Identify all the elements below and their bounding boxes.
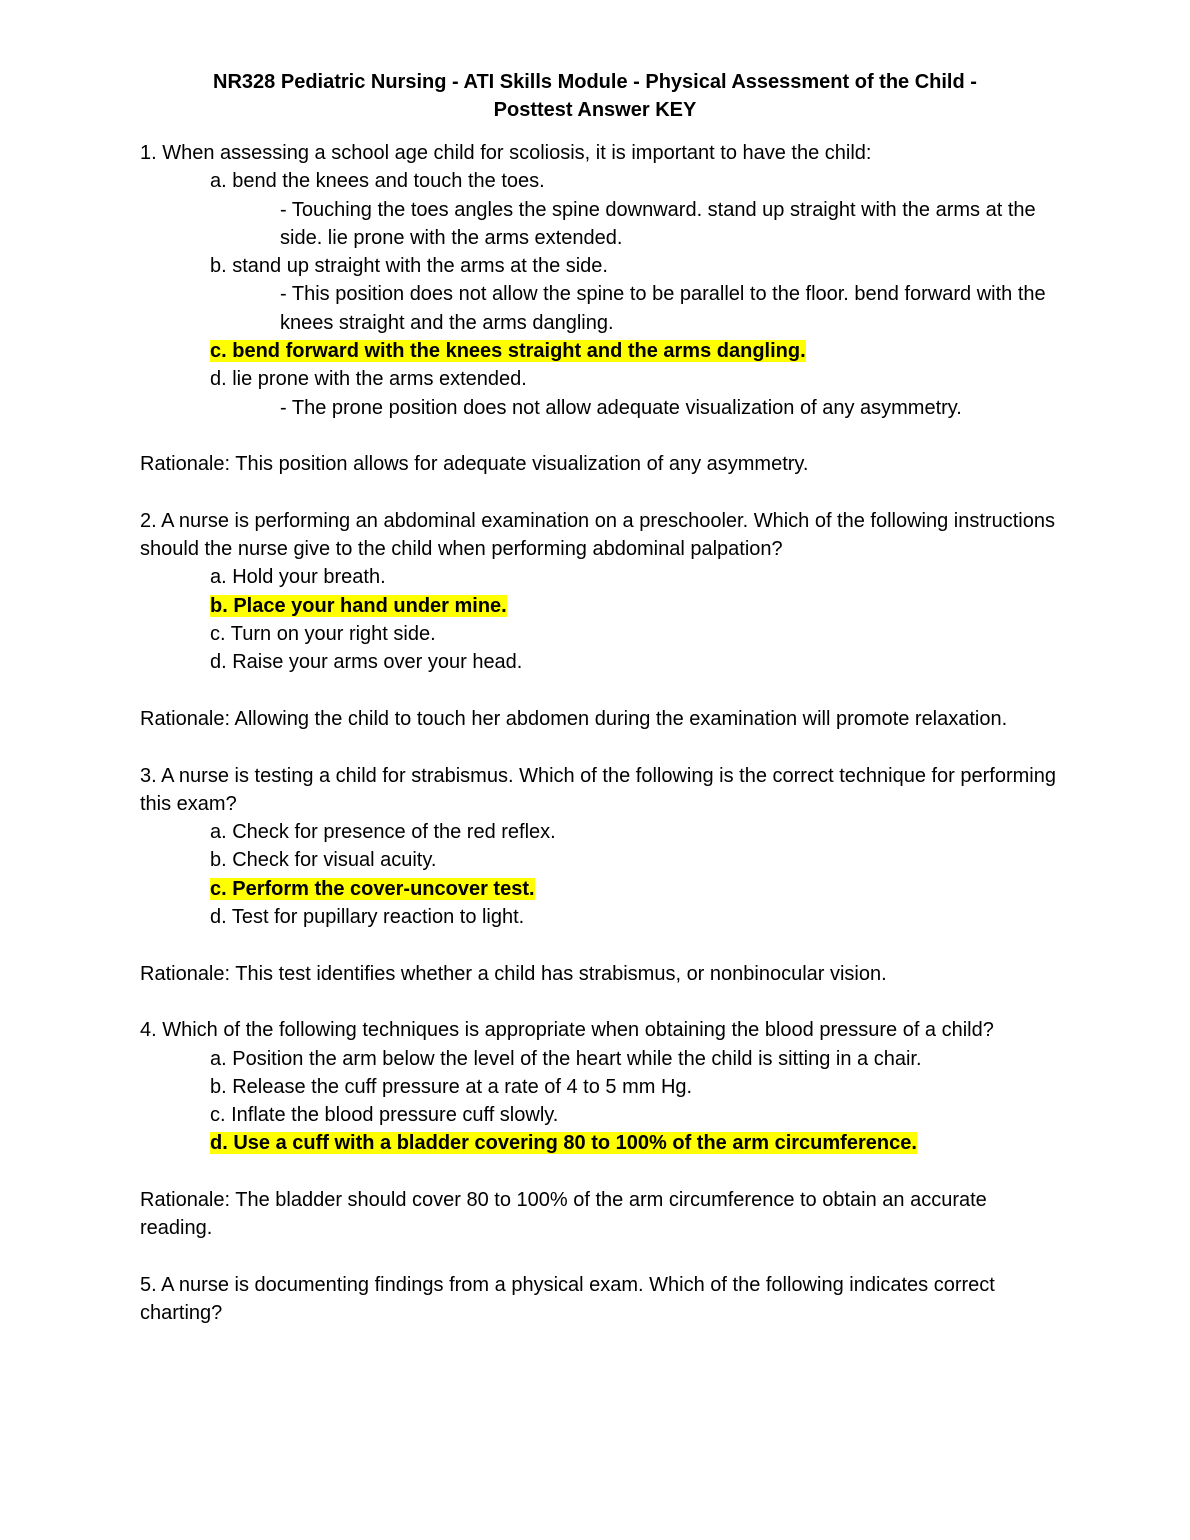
question-4-option-b: b. Release the cuff pressure at a rate of 4 to 5 mm Hg.	[210, 1075, 693, 1098]
question-3-option-a: a. Check for presence of the red reflex.	[210, 821, 556, 844]
question-3-option-b: b. Check for visual acuity.	[210, 849, 437, 872]
highlighted-answer-text: c. Perform the cover-uncover test.	[210, 877, 535, 900]
question-2-option-a: a. Hold your breath.	[210, 566, 386, 589]
question-4-option-a: a. Position the arm below the level of the heart while the child is sitting in a chair.	[210, 1047, 922, 1070]
question-4-stem: 4. Which of the following techniques is appropriate when obtaining the blood pressure of a child?	[140, 1019, 994, 1042]
question-4-rationale: Rationale: The bladder should cover 80 to 100% of the arm circumference to obtain an accurate reading.	[140, 1188, 987, 1240]
highlighted-answer-text: d. Use a cuff with a bladder covering 80 to 100% of the arm circumference.	[210, 1132, 917, 1155]
spacer	[140, 931, 1060, 959]
spacer	[140, 677, 1060, 705]
question-4-option-c: c. Inflate the blood pressure cuff slowly.	[210, 1104, 559, 1127]
question-1-option-a: a. bend the knees and touch the toes.	[210, 170, 545, 193]
highlighted-answer-text: b. Place your hand under mine.	[210, 594, 507, 617]
page-title	[140, 68, 1050, 124]
title-line-2: Posttest Answer KEY	[493, 99, 697, 121]
question-2-stem: 2. A nurse is performing an abdominal examination on a preschooler. Which of the following instructions should the nurse give to the child when performing abdominal palpation?	[140, 509, 1055, 561]
question-1-stem: 1. When assessing a school age child for scoliosis, it is important to have the child:	[140, 142, 872, 164]
question-3-stem: 3. A nurse is testing a child for strabismus. Which of the following is the correct technique for performing this exam?	[140, 764, 1056, 815]
spacer	[140, 422, 1060, 450]
spacer	[140, 988, 1060, 1016]
spacer	[140, 1243, 1060, 1271]
question-5-stem: 5. A nurse is documenting findings from a physical exam. Which of the following indicates correct charting?	[140, 1273, 995, 1325]
question-1-option-a-note: - Touching the toes angles the spine downward. stand up straight with the arms at the side. lie prone with the arms extended.	[280, 198, 1036, 249]
question-1-correct-answer	[140, 337, 1060, 365]
spacer	[140, 479, 1060, 507]
spacer	[140, 1158, 1060, 1186]
question-2-option-c: c. Turn on your right side.	[210, 623, 436, 646]
question-1-option-b: b. stand up straight with the arms at the side.	[210, 255, 608, 278]
question-1-option-d: d. lie prone with the arms extended.	[210, 368, 527, 391]
question-2-option-d: d. Raise your arms over your head.	[210, 651, 523, 674]
question-list	[140, 139, 1060, 1327]
spacer	[140, 733, 1060, 761]
question-1-rationale: Rationale: This position allows for adequate visualization of any asymmetry.	[140, 453, 809, 476]
title-line-1: NR328 Pediatric Nursing - ATI Skills Module - Physical Assessment of the Child -	[213, 71, 977, 93]
question-2-correct-answer	[140, 592, 1060, 620]
question-1-option-d-note: - The prone position does not allow adequate visualization of any asymmetry.	[280, 396, 962, 419]
question-3-option-d: d. Test for pupillary reaction to light.	[210, 906, 525, 929]
question-1-option-b-note: - This position does not allow the spine to be parallel to the floor. bend forward with the knees straight and the arms dangling.	[280, 283, 1046, 334]
question-2-rationale: Rationale: Allowing the child to touch her abdomen during the examination will promote relaxation.	[140, 707, 1008, 730]
question-3-rationale: Rationale: This test identifies whether a child has strabismus, or nonbinocular vision.	[140, 962, 887, 985]
highlighted-answer-text: c. bend forward with the knees straight and the arms dangling.	[210, 340, 806, 363]
question-4-correct-answer	[140, 1129, 1060, 1157]
question-3-correct-answer	[140, 875, 1060, 903]
